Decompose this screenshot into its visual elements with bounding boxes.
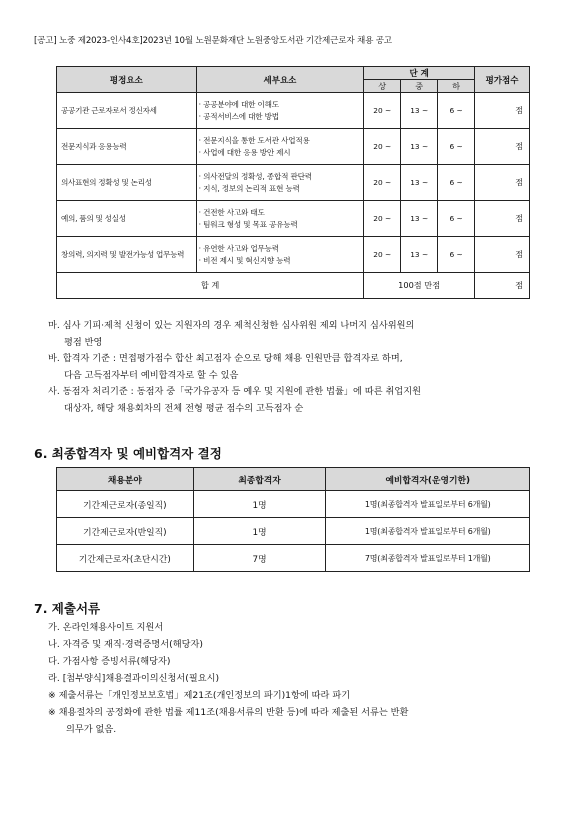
criteria-details xyxy=(196,129,364,165)
score-cell: 점 xyxy=(475,129,530,165)
reserve-cell: 1명(최종합격자 발표일로부터 6개월) xyxy=(326,491,530,518)
score-mid: 13 ~ xyxy=(401,165,438,201)
level-mid: 중 xyxy=(401,80,438,93)
total-value: 100점 만점 xyxy=(364,273,475,299)
score-cell: 점 xyxy=(475,201,530,237)
detail-line: · 의사전달의 정확성, 종합적 판단력 xyxy=(198,171,312,181)
header-field: 채용분야 xyxy=(57,468,194,491)
score-high: 20 ~ xyxy=(364,201,401,237)
field-cell: 기간제근로자(초단시간) xyxy=(57,545,194,572)
total-label: 합 계 xyxy=(57,273,364,299)
section-6-title: 6. 최종합격자 및 예비합격자 결정 xyxy=(34,446,222,461)
score-high: 20 ~ xyxy=(364,129,401,165)
score-low: 6 ~ xyxy=(438,93,475,129)
criteria-details xyxy=(196,201,364,237)
list-item: ※ 제출서류는「개인정보보호법」제21조(개인정보의 파기)1항에 따라 파기 xyxy=(48,690,351,701)
final-cell: 1명 xyxy=(193,518,326,545)
note-item: 마. 심사 기피·제척 신청이 있는 지원자의 경우 제척신청한 심사위원 제외 나머지 심사위원의 xyxy=(48,320,415,331)
notice-header: [공고] 노중 제2023-인사4호]2023년 10월 노원문화재단 노원중앙도서관 기간제근로자 채용 공고 xyxy=(34,36,392,46)
documents-list xyxy=(48,619,538,738)
header-reserve: 예비합격자(운영기한) xyxy=(326,468,530,491)
score-cell: 점 xyxy=(475,93,530,129)
list-item: 가. 온라인채용사이트 지원서 xyxy=(48,622,164,633)
table-row xyxy=(57,545,530,572)
score-low: 6 ~ xyxy=(438,237,475,273)
total-score: 점 xyxy=(475,273,530,299)
final-cell: 1명 xyxy=(193,491,326,518)
detail-line: · 공적서비스에 대한 방법 xyxy=(198,111,279,121)
criteria-name: 공공기관 근로자로서 정신자세 xyxy=(57,93,197,129)
criteria-name: 의사표현의 정확성 및 논리성 xyxy=(57,165,197,201)
list-item-continued: 의무가 없음. xyxy=(66,724,117,735)
detail-line: · 지식, 정보의 논리적 표현 능력 xyxy=(198,183,300,193)
field-cell: 기간제근로자(반일직) xyxy=(57,518,194,545)
score-high: 20 ~ xyxy=(364,237,401,273)
detail-line: · 공공분야에 대한 이해도 xyxy=(198,99,279,109)
table-row xyxy=(57,491,530,518)
header-score: 평가점수 xyxy=(475,67,530,93)
detail-line: · 비전 제시 및 혁신지향 능력 xyxy=(198,255,291,265)
detail-line: · 건전한 사고와 태도 xyxy=(198,207,265,217)
total-row xyxy=(57,273,530,299)
note-item-continued: 평점 반영 xyxy=(64,336,103,348)
level-high: 상 xyxy=(364,80,401,93)
score-mid: 13 ~ xyxy=(401,129,438,165)
criteria-name: 전문지식과 응용능력 xyxy=(57,129,197,165)
notes-list xyxy=(48,318,538,417)
table-row xyxy=(57,518,530,545)
reserve-cell: 7명(최종합격자 발표일로부터 1개월) xyxy=(326,545,530,572)
score-high: 20 ~ xyxy=(364,93,401,129)
header-criteria: 평정요소 xyxy=(57,67,197,93)
reserve-cell: 1명(최종합격자 발표일로부터 6개월) xyxy=(326,518,530,545)
table-row xyxy=(57,201,530,237)
note-item-continued: 다음 고득점자부터 예비합격자로 할 수 있음 xyxy=(64,369,239,381)
note-item: 바. 합격자 기준 : 면접평가점수 합산 최고점자 순으로 당해 채용 인원만큼 합격자로 하며, xyxy=(48,353,403,364)
field-cell: 기간제근로자(종일직) xyxy=(57,491,194,518)
list-item: ※ 채용절차의 공정화에 관한 법률 제11조(채용서류의 반환 등)에 따라 제출된 서류는 반환 xyxy=(48,707,409,718)
detail-line: · 유연한 사고와 업무능력 xyxy=(198,243,279,253)
criteria-details xyxy=(196,165,364,201)
score-high: 20 ~ xyxy=(364,165,401,201)
section-7-title: 7. 제출서류 xyxy=(34,601,101,616)
table-row xyxy=(57,129,530,165)
criteria-name: 예의, 품의 및 성실성 xyxy=(57,201,197,237)
criteria-details xyxy=(196,93,364,129)
score-mid: 13 ~ xyxy=(401,237,438,273)
score-mid: 13 ~ xyxy=(401,201,438,237)
criteria-name: 창의력, 의지력 및 발전가능성 업무능력 xyxy=(57,237,197,273)
detail-line: · 사업에 대한 응용 방안 제시 xyxy=(198,147,291,157)
score-low: 6 ~ xyxy=(438,129,475,165)
evaluation-table xyxy=(56,66,530,299)
criteria-details xyxy=(196,237,364,273)
header-final: 최종합격자 xyxy=(193,468,326,491)
detail-line: · 팀워크 형성 및 목표 공유능력 xyxy=(198,219,298,229)
detail-line: · 전문지식을 통한 도서관 사업적용 xyxy=(198,135,310,145)
final-selection-table xyxy=(56,467,530,572)
note-item-continued: 대상자, 해당 채용회차의 전체 전형 평균 점수의 고득점자 순 xyxy=(64,402,304,414)
score-low: 6 ~ xyxy=(438,201,475,237)
table-row xyxy=(57,165,530,201)
note-item: 사. 동점자 처리기준 : 동점자 중「국가유공자 등 예우 및 지원에 관한 법률」에 따른 취업지원 xyxy=(48,386,421,397)
header-details: 세부요소 xyxy=(196,67,364,93)
list-item: 라. [첨부양식]채용결과이의신청서(필요시) xyxy=(48,673,220,684)
score-cell: 점 xyxy=(475,165,530,201)
list-item: 다. 가점사항 증빙서류(해당자) xyxy=(48,656,171,667)
score-cell: 점 xyxy=(475,237,530,273)
list-item: 나. 자격증 및 재직·경력증명서(해당자) xyxy=(48,639,203,650)
score-mid: 13 ~ xyxy=(401,93,438,129)
final-cell: 7명 xyxy=(193,545,326,572)
header-level: 단 계 xyxy=(364,67,475,80)
score-low: 6 ~ xyxy=(438,165,475,201)
table-row xyxy=(57,237,530,273)
level-low: 하 xyxy=(438,80,475,93)
table-row xyxy=(57,93,530,129)
